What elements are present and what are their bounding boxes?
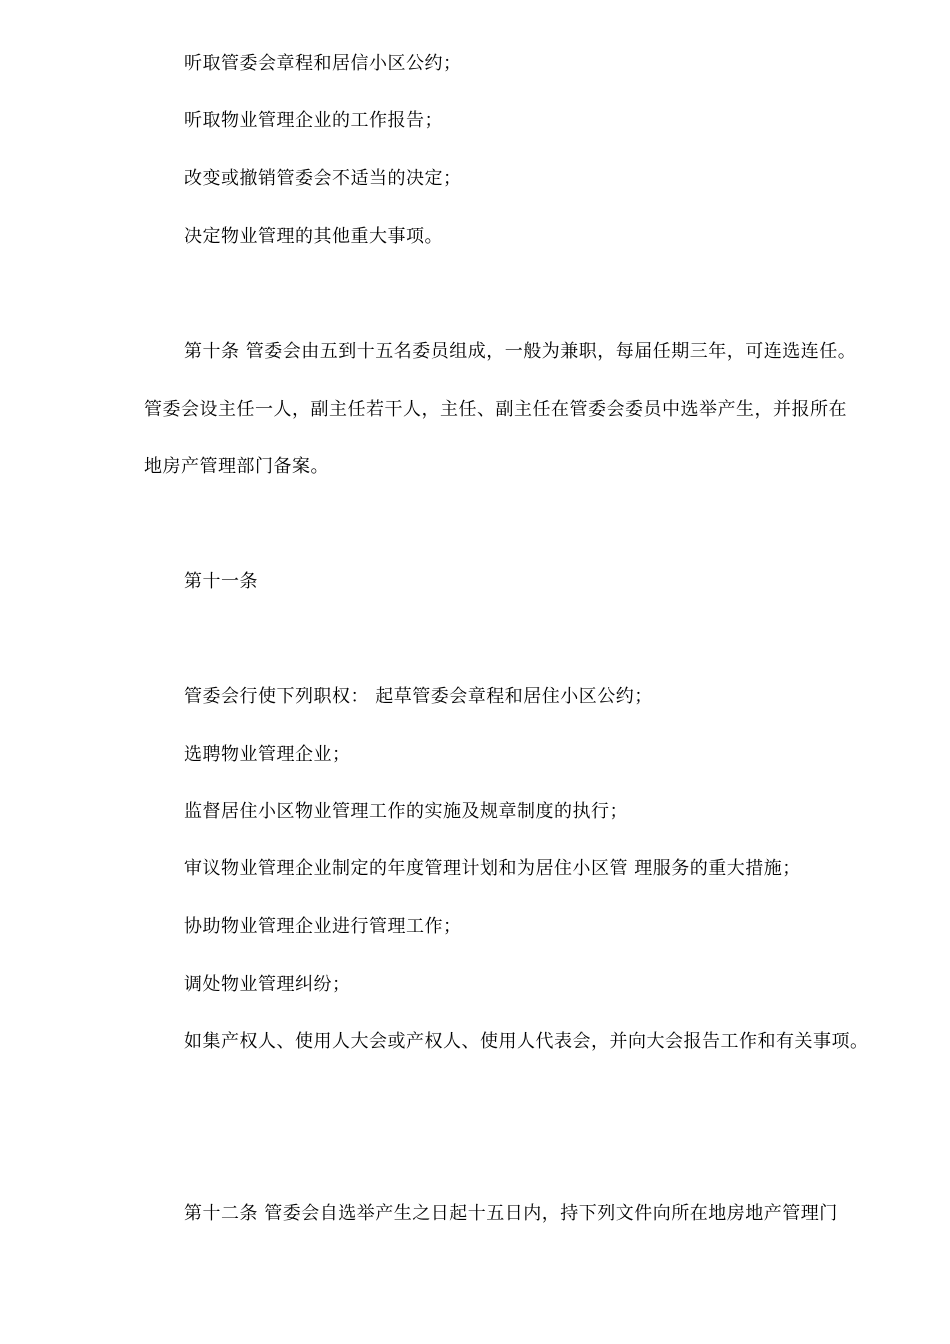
text-line: 管委会行使下列职权： 起草管委会章程和居住小区公约； <box>184 686 653 707</box>
text-line: 如集产权人、使用人大会或产权人、使用人代表会，并向大会报告工作和有关事项。 <box>184 1031 869 1052</box>
text-line: 调处物业管理纠纷； <box>184 974 351 995</box>
text-line: 决定物业管理的其他重大事项。 <box>184 226 443 247</box>
text-line: 管委会设主任一人，副主任若干人，主任、副主任在管委会委员中选举产生，并报所在 <box>144 399 847 420</box>
article-10-heading-line: 第十条 管委会由五到十五名委员组成，一般为兼职，每届任期三年，可连选连任。 <box>184 341 857 362</box>
article-12-heading-line: 第十二条 管委会自选举产生之日起十五日内，持下列文件向所在地房地产管理门 <box>184 1203 838 1224</box>
text-line: 听取管委会章程和居信小区公约； <box>184 53 462 74</box>
text-line: 地房产管理部门备案。 <box>144 456 329 477</box>
text-line: 协助物业管理企业进行管理工作； <box>184 916 462 937</box>
text-line: 听取物业管理企业的工作报告； <box>184 110 443 131</box>
text-line: 选聘物业管理企业； <box>184 744 351 765</box>
article-11-heading: 第十一条 <box>184 571 258 592</box>
text-line: 审议物业管理企业制定的年度管理计划和为居住小区管 理服务的重大措施； <box>184 858 801 879</box>
text-line: 监督居住小区物业管理工作的实施及规章制度的执行； <box>184 801 628 822</box>
text-line: 改变或撤销管委会不适当的决定； <box>184 168 462 189</box>
